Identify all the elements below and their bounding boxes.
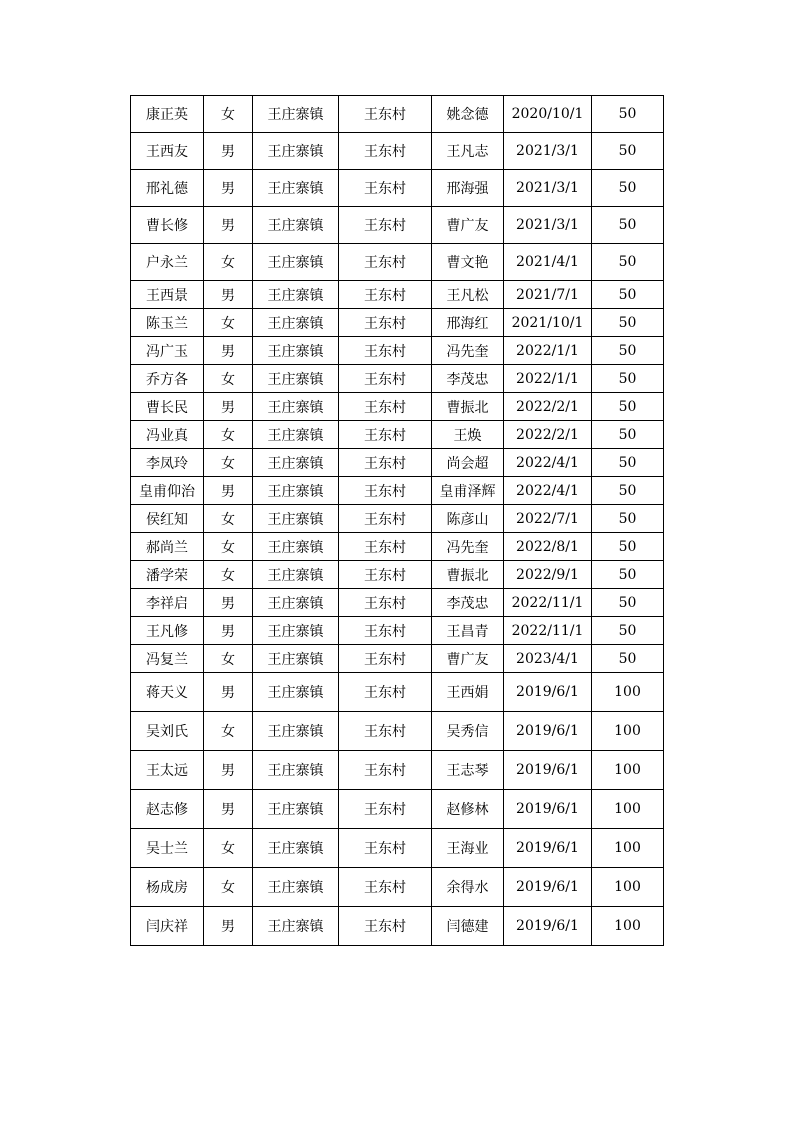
date-cell: 2021/4/1 — [504, 244, 592, 281]
village-cell: 王东村 — [339, 133, 432, 170]
table-row — [131, 617, 664, 645]
village-cell: 王东村 — [339, 393, 432, 421]
payee-cell: 冯先奎 — [432, 337, 504, 365]
date-cell: 2019/6/1 — [504, 829, 592, 868]
town-cell: 王庄寨镇 — [253, 170, 339, 207]
village-cell: 王东村 — [339, 281, 432, 309]
date-cell: 2019/6/1 — [504, 751, 592, 790]
amount-cell: 100 — [592, 673, 664, 712]
sex-cell: 男 — [204, 337, 253, 365]
table-row — [131, 589, 664, 617]
name-cell: 闫庆祥 — [131, 907, 204, 946]
date-cell: 2022/9/1 — [504, 561, 592, 589]
town-cell: 王庄寨镇 — [253, 617, 339, 645]
payee-cell: 王西娟 — [432, 673, 504, 712]
payee-cell: 邢海红 — [432, 309, 504, 337]
village-cell: 王东村 — [339, 712, 432, 751]
amount-cell: 50 — [592, 589, 664, 617]
payee-cell: 闫德建 — [432, 907, 504, 946]
name-cell: 李凤玲 — [131, 449, 204, 477]
amount-cell: 50 — [592, 477, 664, 505]
amount-cell: 50 — [592, 533, 664, 561]
date-cell: 2019/6/1 — [504, 907, 592, 946]
town-cell: 王庄寨镇 — [253, 365, 339, 393]
date-cell: 2023/4/1 — [504, 645, 592, 673]
date-cell: 2022/7/1 — [504, 505, 592, 533]
name-cell: 潘学荣 — [131, 561, 204, 589]
date-cell: 2021/3/1 — [504, 170, 592, 207]
village-cell: 王东村 — [339, 244, 432, 281]
amount-cell: 50 — [592, 170, 664, 207]
town-cell: 王庄寨镇 — [253, 673, 339, 712]
table-row — [131, 673, 664, 712]
village-cell: 王东村 — [339, 421, 432, 449]
name-cell: 曹长修 — [131, 207, 204, 244]
payee-cell: 陈彦山 — [432, 505, 504, 533]
sex-cell: 男 — [204, 617, 253, 645]
sex-cell: 女 — [204, 365, 253, 393]
table-row — [131, 281, 664, 309]
village-cell: 王东村 — [339, 477, 432, 505]
table-row — [131, 207, 664, 244]
town-cell: 王庄寨镇 — [253, 829, 339, 868]
payee-cell: 王凡松 — [432, 281, 504, 309]
date-cell: 2022/2/1 — [504, 393, 592, 421]
payee-cell: 余得水 — [432, 868, 504, 907]
amount-cell: 50 — [592, 505, 664, 533]
town-cell: 王庄寨镇 — [253, 244, 339, 281]
date-cell: 2021/3/1 — [504, 133, 592, 170]
payee-cell: 王焕 — [432, 421, 504, 449]
name-cell: 杨成房 — [131, 868, 204, 907]
town-cell: 王庄寨镇 — [253, 907, 339, 946]
date-cell: 2020/10/1 — [504, 96, 592, 133]
village-cell: 王东村 — [339, 790, 432, 829]
amount-cell: 50 — [592, 96, 664, 133]
amount-cell: 50 — [592, 421, 664, 449]
village-cell: 王东村 — [339, 868, 432, 907]
table-row — [131, 170, 664, 207]
sex-cell: 女 — [204, 533, 253, 561]
name-cell: 李祥启 — [131, 589, 204, 617]
table-row — [131, 421, 664, 449]
table-row — [131, 449, 664, 477]
town-cell: 王庄寨镇 — [253, 751, 339, 790]
payee-cell: 王昌青 — [432, 617, 504, 645]
amount-cell: 50 — [592, 365, 664, 393]
roster-body — [131, 96, 664, 946]
name-cell: 康正英 — [131, 96, 204, 133]
sex-cell: 男 — [204, 907, 253, 946]
amount-cell: 50 — [592, 617, 664, 645]
town-cell: 王庄寨镇 — [253, 281, 339, 309]
town-cell: 王庄寨镇 — [253, 589, 339, 617]
table-row — [131, 645, 664, 673]
table-row — [131, 477, 664, 505]
table-row — [131, 309, 664, 337]
payee-cell: 曹振北 — [432, 393, 504, 421]
village-cell: 王东村 — [339, 907, 432, 946]
amount-cell: 100 — [592, 868, 664, 907]
name-cell: 王太远 — [131, 751, 204, 790]
village-cell: 王东村 — [339, 170, 432, 207]
town-cell: 王庄寨镇 — [253, 645, 339, 673]
village-cell: 王东村 — [339, 207, 432, 244]
payee-cell: 邢海强 — [432, 170, 504, 207]
town-cell: 王庄寨镇 — [253, 421, 339, 449]
sex-cell: 女 — [204, 244, 253, 281]
sex-cell: 女 — [204, 561, 253, 589]
village-cell: 王东村 — [339, 309, 432, 337]
payee-cell: 曹广友 — [432, 207, 504, 244]
payee-cell: 王凡志 — [432, 133, 504, 170]
village-cell: 王东村 — [339, 533, 432, 561]
name-cell: 皇甫仰治 — [131, 477, 204, 505]
date-cell: 2022/11/1 — [504, 589, 592, 617]
date-cell: 2022/8/1 — [504, 533, 592, 561]
name-cell: 王西景 — [131, 281, 204, 309]
town-cell: 王庄寨镇 — [253, 393, 339, 421]
amount-cell: 50 — [592, 207, 664, 244]
table-row — [131, 829, 664, 868]
name-cell: 邢礼德 — [131, 170, 204, 207]
sex-cell: 男 — [204, 393, 253, 421]
payee-cell: 曹文艳 — [432, 244, 504, 281]
date-cell: 2019/6/1 — [504, 673, 592, 712]
village-cell: 王东村 — [339, 505, 432, 533]
village-cell: 王东村 — [339, 589, 432, 617]
table-row — [131, 751, 664, 790]
payee-cell: 赵修林 — [432, 790, 504, 829]
table-row — [131, 712, 664, 751]
payee-cell: 冯先奎 — [432, 533, 504, 561]
sex-cell: 男 — [204, 751, 253, 790]
table-row — [131, 868, 664, 907]
payee-cell: 皇甫泽辉 — [432, 477, 504, 505]
table-row — [131, 907, 664, 946]
amount-cell: 50 — [592, 449, 664, 477]
village-cell: 王东村 — [339, 96, 432, 133]
table-row — [131, 365, 664, 393]
village-cell: 王东村 — [339, 561, 432, 589]
sex-cell: 女 — [204, 712, 253, 751]
date-cell: 2022/2/1 — [504, 421, 592, 449]
town-cell: 王庄寨镇 — [253, 868, 339, 907]
town-cell: 王庄寨镇 — [253, 505, 339, 533]
sex-cell: 男 — [204, 477, 253, 505]
amount-cell: 100 — [592, 751, 664, 790]
table-row — [131, 505, 664, 533]
amount-cell: 50 — [592, 561, 664, 589]
payee-cell: 曹广友 — [432, 645, 504, 673]
payee-cell: 王海业 — [432, 829, 504, 868]
date-cell: 2022/1/1 — [504, 337, 592, 365]
name-cell: 吴士兰 — [131, 829, 204, 868]
date-cell: 2022/4/1 — [504, 449, 592, 477]
sex-cell: 男 — [204, 673, 253, 712]
town-cell: 王庄寨镇 — [253, 309, 339, 337]
sex-cell: 男 — [204, 790, 253, 829]
name-cell: 曹长民 — [131, 393, 204, 421]
date-cell: 2022/1/1 — [504, 365, 592, 393]
payee-cell: 王志琴 — [432, 751, 504, 790]
table-row — [131, 790, 664, 829]
amount-cell: 100 — [592, 790, 664, 829]
amount-cell: 50 — [592, 393, 664, 421]
village-cell: 王东村 — [339, 673, 432, 712]
sex-cell: 女 — [204, 868, 253, 907]
name-cell: 郝尚兰 — [131, 533, 204, 561]
amount-cell: 100 — [592, 907, 664, 946]
sex-cell: 女 — [204, 829, 253, 868]
roster-table — [130, 95, 664, 946]
town-cell: 王庄寨镇 — [253, 712, 339, 751]
name-cell: 吴刘氏 — [131, 712, 204, 751]
name-cell: 冯广玉 — [131, 337, 204, 365]
payee-cell: 李茂忠 — [432, 365, 504, 393]
village-cell: 王东村 — [339, 617, 432, 645]
town-cell: 王庄寨镇 — [253, 207, 339, 244]
name-cell: 蒋天义 — [131, 673, 204, 712]
sex-cell: 女 — [204, 96, 253, 133]
payee-cell: 姚念德 — [432, 96, 504, 133]
sex-cell: 女 — [204, 505, 253, 533]
sex-cell: 女 — [204, 645, 253, 673]
amount-cell: 50 — [592, 133, 664, 170]
table-row — [131, 561, 664, 589]
amount-cell: 100 — [592, 712, 664, 751]
sex-cell: 男 — [204, 133, 253, 170]
table-row — [131, 96, 664, 133]
date-cell: 2022/4/1 — [504, 477, 592, 505]
town-cell: 王庄寨镇 — [253, 96, 339, 133]
sex-cell: 男 — [204, 589, 253, 617]
town-cell: 王庄寨镇 — [253, 477, 339, 505]
name-cell: 王西友 — [131, 133, 204, 170]
amount-cell: 50 — [592, 309, 664, 337]
sex-cell: 女 — [204, 309, 253, 337]
town-cell: 王庄寨镇 — [253, 561, 339, 589]
name-cell: 赵志修 — [131, 790, 204, 829]
table-row — [131, 533, 664, 561]
name-cell: 陈玉兰 — [131, 309, 204, 337]
town-cell: 王庄寨镇 — [253, 533, 339, 561]
amount-cell: 100 — [592, 829, 664, 868]
date-cell: 2019/6/1 — [504, 868, 592, 907]
town-cell: 王庄寨镇 — [253, 790, 339, 829]
village-cell: 王东村 — [339, 449, 432, 477]
table-row — [131, 393, 664, 421]
amount-cell: 50 — [592, 281, 664, 309]
sex-cell: 女 — [204, 449, 253, 477]
village-cell: 王东村 — [339, 645, 432, 673]
sex-cell: 女 — [204, 421, 253, 449]
payee-cell: 李茂忠 — [432, 589, 504, 617]
payee-cell: 吴秀信 — [432, 712, 504, 751]
town-cell: 王庄寨镇 — [253, 449, 339, 477]
date-cell: 2019/6/1 — [504, 790, 592, 829]
table-row — [131, 244, 664, 281]
sex-cell: 男 — [204, 207, 253, 244]
payee-cell: 尚会超 — [432, 449, 504, 477]
amount-cell: 50 — [592, 337, 664, 365]
payee-cell: 曹振北 — [432, 561, 504, 589]
name-cell: 乔方各 — [131, 365, 204, 393]
date-cell: 2019/6/1 — [504, 712, 592, 751]
sex-cell: 男 — [204, 281, 253, 309]
name-cell: 冯业真 — [131, 421, 204, 449]
table-row — [131, 337, 664, 365]
amount-cell: 50 — [592, 244, 664, 281]
sex-cell: 男 — [204, 170, 253, 207]
table-row — [131, 133, 664, 170]
name-cell: 侯红知 — [131, 505, 204, 533]
village-cell: 王东村 — [339, 829, 432, 868]
date-cell: 2021/3/1 — [504, 207, 592, 244]
village-cell: 王东村 — [339, 365, 432, 393]
name-cell: 冯复兰 — [131, 645, 204, 673]
name-cell: 王凡修 — [131, 617, 204, 645]
date-cell: 2021/7/1 — [504, 281, 592, 309]
town-cell: 王庄寨镇 — [253, 337, 339, 365]
name-cell: 户永兰 — [131, 244, 204, 281]
date-cell: 2021/10/1 — [504, 309, 592, 337]
town-cell: 王庄寨镇 — [253, 133, 339, 170]
amount-cell: 50 — [592, 645, 664, 673]
date-cell: 2022/11/1 — [504, 617, 592, 645]
village-cell: 王东村 — [339, 337, 432, 365]
village-cell: 王东村 — [339, 751, 432, 790]
